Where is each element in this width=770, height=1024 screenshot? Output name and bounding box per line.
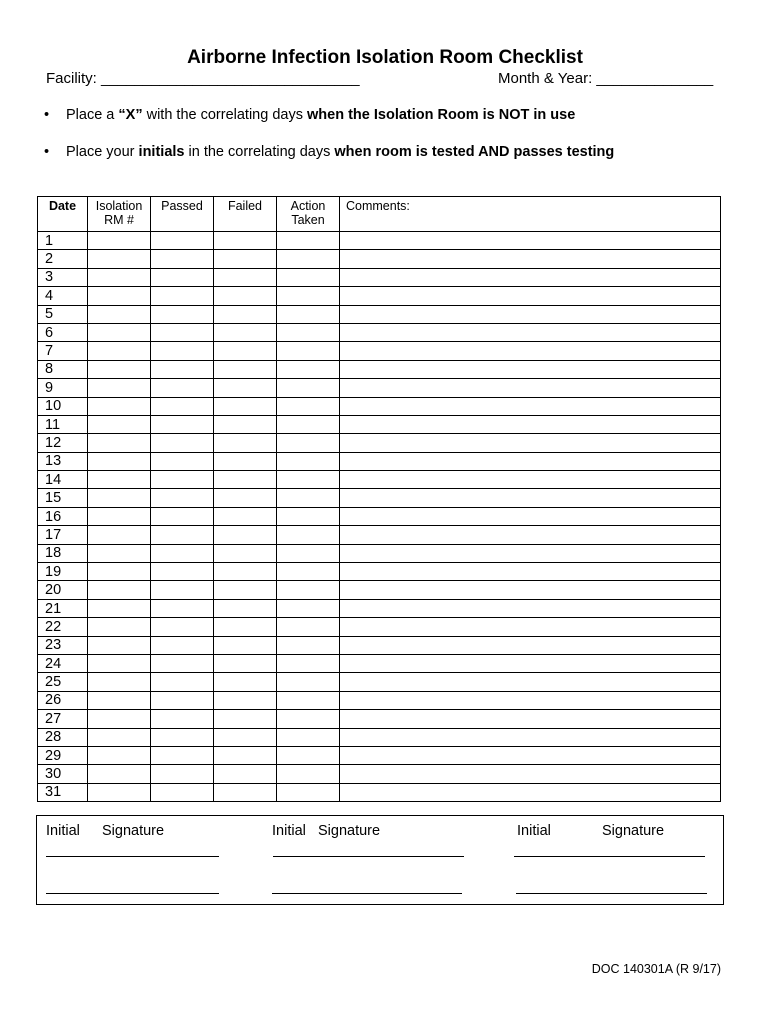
passed-cell[interactable] xyxy=(151,673,214,691)
table-row xyxy=(38,305,721,323)
day-number: 31 xyxy=(38,783,88,801)
table-row xyxy=(38,526,721,544)
comments-cell[interactable] xyxy=(340,563,721,581)
header-date: Date xyxy=(38,197,88,232)
table-row xyxy=(38,360,721,378)
form-title: Airborne Infection Isolation Room Checklist xyxy=(187,47,583,68)
comments-cell[interactable] xyxy=(340,323,721,341)
isolation-rm-cell[interactable] xyxy=(88,323,151,341)
header-passed: Passed xyxy=(151,197,214,232)
comments-cell[interactable] xyxy=(340,452,721,470)
isolation-rm-cell[interactable] xyxy=(88,232,151,250)
header-isolation-line1: Isolation xyxy=(95,199,143,213)
passed-cell[interactable] xyxy=(151,379,214,397)
passed-cell[interactable] xyxy=(151,489,214,507)
isolation-rm-cell[interactable] xyxy=(88,507,151,525)
isolation-rm-cell[interactable] xyxy=(88,471,151,489)
comments-cell[interactable] xyxy=(340,342,721,360)
day-number: 7 xyxy=(38,342,88,360)
action-taken-cell[interactable] xyxy=(277,765,340,783)
table-row xyxy=(38,379,721,397)
passed-cell[interactable] xyxy=(151,268,214,286)
isolation-rm-cell[interactable] xyxy=(88,489,151,507)
failed-cell[interactable] xyxy=(214,434,277,452)
failed-cell[interactable] xyxy=(214,471,277,489)
isolation-rm-cell[interactable] xyxy=(88,618,151,636)
isolation-rm-cell[interactable] xyxy=(88,379,151,397)
failed-cell[interactable] xyxy=(214,360,277,378)
instruction-bold: when room is tested AND passes testing xyxy=(334,144,615,160)
action-taken-cell[interactable] xyxy=(277,710,340,728)
failed-cell[interactable] xyxy=(214,489,277,507)
isolation-rm-cell[interactable] xyxy=(88,746,151,764)
day-number: 25 xyxy=(38,673,88,691)
passed-cell[interactable] xyxy=(151,287,214,305)
comments-cell[interactable] xyxy=(340,415,721,433)
comments-cell[interactable] xyxy=(340,710,721,728)
header-action-line2: Taken xyxy=(291,213,325,227)
isolation-rm-cell[interactable] xyxy=(88,526,151,544)
table-row xyxy=(38,287,721,305)
action-taken-cell[interactable] xyxy=(277,379,340,397)
action-taken-cell[interactable] xyxy=(277,415,340,433)
initial-label-2: Initial xyxy=(272,823,306,839)
passed-cell[interactable] xyxy=(151,710,214,728)
day-number: 17 xyxy=(38,526,88,544)
day-number: 14 xyxy=(38,471,88,489)
passed-cell[interactable] xyxy=(151,434,214,452)
failed-cell[interactable] xyxy=(214,268,277,286)
passed-cell[interactable] xyxy=(151,765,214,783)
failed-cell[interactable] xyxy=(214,710,277,728)
isolation-rm-cell[interactable] xyxy=(88,673,151,691)
comments-cell[interactable] xyxy=(340,507,721,525)
instruction-text: in the correlating days xyxy=(184,144,335,160)
isolation-rm-cell[interactable] xyxy=(88,342,151,360)
passed-cell[interactable] xyxy=(151,323,214,341)
passed-cell[interactable] xyxy=(151,563,214,581)
day-number: 6 xyxy=(38,323,88,341)
signature-label-1: Signature xyxy=(102,823,165,839)
failed-cell[interactable] xyxy=(214,563,277,581)
action-taken-cell[interactable] xyxy=(277,581,340,599)
action-taken-cell[interactable] xyxy=(277,342,340,360)
failed-cell[interactable] xyxy=(214,415,277,433)
table-row xyxy=(38,599,721,617)
table-row xyxy=(38,581,721,599)
day-number: 8 xyxy=(38,360,88,378)
comments-cell[interactable] xyxy=(340,471,721,489)
table-row xyxy=(38,654,721,672)
instruction-bold: “X” xyxy=(118,107,143,123)
failed-cell[interactable] xyxy=(214,379,277,397)
action-taken-cell[interactable] xyxy=(277,397,340,415)
table-row xyxy=(38,434,721,452)
day-number: 22 xyxy=(38,618,88,636)
table-row xyxy=(38,507,721,525)
table-row xyxy=(38,728,721,746)
passed-cell[interactable] xyxy=(151,654,214,672)
table-row xyxy=(38,636,721,654)
signature-line-2b[interactable] xyxy=(272,893,462,894)
action-taken-cell[interactable] xyxy=(277,232,340,250)
day-number: 23 xyxy=(38,636,88,654)
action-taken-cell[interactable] xyxy=(277,636,340,654)
comments-cell[interactable] xyxy=(340,581,721,599)
failed-cell[interactable] xyxy=(214,232,277,250)
failed-cell[interactable] xyxy=(214,305,277,323)
instruction-text: Place your xyxy=(66,144,139,160)
day-number: 4 xyxy=(38,287,88,305)
comments-cell[interactable] xyxy=(340,287,721,305)
action-taken-cell[interactable] xyxy=(277,544,340,562)
day-number: 19 xyxy=(38,563,88,581)
header-comments: Comments: xyxy=(340,197,721,232)
comments-cell[interactable] xyxy=(340,599,721,617)
table-row xyxy=(38,563,721,581)
table-row xyxy=(38,452,721,470)
passed-cell[interactable] xyxy=(151,618,214,636)
signature-label-3: Signature xyxy=(602,823,665,839)
failed-cell[interactable] xyxy=(214,691,277,709)
passed-cell[interactable] xyxy=(151,544,214,562)
day-number: 1 xyxy=(38,232,88,250)
passed-cell[interactable] xyxy=(151,599,214,617)
failed-cell[interactable] xyxy=(214,452,277,470)
action-taken-cell[interactable] xyxy=(277,305,340,323)
table-row xyxy=(38,268,721,286)
passed-cell[interactable] xyxy=(151,507,214,525)
bullet-icon: • xyxy=(44,107,50,123)
month-year-field[interactable] xyxy=(498,70,713,87)
instruction-text: with the correlating days xyxy=(142,107,307,123)
day-number: 28 xyxy=(38,728,88,746)
table-row xyxy=(38,691,721,709)
day-number: 15 xyxy=(38,489,88,507)
isolation-rm-cell[interactable] xyxy=(88,654,151,672)
isolation-rm-cell[interactable] xyxy=(88,397,151,415)
month-year-label: Month & Year: xyxy=(498,70,593,87)
isolation-rm-cell[interactable] xyxy=(88,360,151,378)
signature-line-3a[interactable] xyxy=(514,856,705,857)
action-taken-cell[interactable] xyxy=(277,507,340,525)
passed-cell[interactable] xyxy=(151,783,214,801)
action-taken-cell[interactable] xyxy=(277,268,340,286)
day-number: 29 xyxy=(38,746,88,764)
comments-cell[interactable] xyxy=(340,526,721,544)
action-taken-cell[interactable] xyxy=(277,360,340,378)
passed-cell[interactable] xyxy=(151,342,214,360)
day-number: 11 xyxy=(38,415,88,433)
signature-line-1a[interactable] xyxy=(46,856,219,857)
isolation-rm-cell[interactable] xyxy=(88,434,151,452)
failed-cell[interactable] xyxy=(214,673,277,691)
instruction-1 xyxy=(44,107,575,123)
passed-cell[interactable] xyxy=(151,728,214,746)
table-row xyxy=(38,323,721,341)
isolation-rm-cell[interactable] xyxy=(88,783,151,801)
passed-cell[interactable] xyxy=(151,250,214,268)
action-taken-cell[interactable] xyxy=(277,728,340,746)
day-number: 12 xyxy=(38,434,88,452)
isolation-rm-cell[interactable] xyxy=(88,636,151,654)
isolation-rm-cell[interactable] xyxy=(88,544,151,562)
action-taken-cell[interactable] xyxy=(277,250,340,268)
passed-cell[interactable] xyxy=(151,360,214,378)
isolation-rm-cell[interactable] xyxy=(88,710,151,728)
passed-cell[interactable] xyxy=(151,452,214,470)
action-taken-cell[interactable] xyxy=(277,783,340,801)
day-number: 3 xyxy=(38,268,88,286)
day-number: 16 xyxy=(38,507,88,525)
failed-cell[interactable] xyxy=(214,783,277,801)
facility-field[interactable] xyxy=(46,70,360,87)
passed-cell[interactable] xyxy=(151,526,214,544)
isolation-rm-cell[interactable] xyxy=(88,691,151,709)
isolation-rm-cell[interactable] xyxy=(88,250,151,268)
isolation-rm-cell[interactable] xyxy=(88,728,151,746)
signature-line-3b[interactable] xyxy=(516,893,707,894)
action-taken-cell[interactable] xyxy=(277,746,340,764)
action-taken-cell[interactable] xyxy=(277,599,340,617)
header-action-taken xyxy=(277,197,340,232)
action-taken-cell[interactable] xyxy=(277,471,340,489)
instruction-bold: initials xyxy=(138,144,185,160)
failed-cell[interactable] xyxy=(214,618,277,636)
checklist-table xyxy=(37,196,721,802)
action-taken-cell[interactable] xyxy=(277,691,340,709)
action-taken-cell[interactable] xyxy=(277,618,340,636)
table-row xyxy=(38,710,721,728)
table-row xyxy=(38,783,721,801)
comments-cell[interactable] xyxy=(340,691,721,709)
header-action-line1: Action xyxy=(290,199,326,213)
comments-cell[interactable] xyxy=(340,765,721,783)
action-taken-cell[interactable] xyxy=(277,323,340,341)
isolation-rm-cell[interactable] xyxy=(88,581,151,599)
day-number: 20 xyxy=(38,581,88,599)
passed-cell[interactable] xyxy=(151,415,214,433)
passed-cell[interactable] xyxy=(151,397,214,415)
instruction-text: Place a xyxy=(66,107,119,123)
passed-cell[interactable] xyxy=(151,691,214,709)
action-taken-cell[interactable] xyxy=(277,489,340,507)
table-row xyxy=(38,765,721,783)
initial-label-1: Initial xyxy=(46,823,80,839)
table-row xyxy=(38,250,721,268)
day-number: 24 xyxy=(38,654,88,672)
header-failed: Failed xyxy=(214,197,277,232)
isolation-rm-cell[interactable] xyxy=(88,287,151,305)
comments-cell[interactable] xyxy=(340,232,721,250)
comments-cell[interactable] xyxy=(340,636,721,654)
comments-cell[interactable] xyxy=(340,654,721,672)
comments-cell[interactable] xyxy=(340,489,721,507)
comments-cell[interactable] xyxy=(340,746,721,764)
failed-cell[interactable] xyxy=(214,323,277,341)
instruction-bold: when the Isolation Room is NOT in use xyxy=(307,107,576,123)
action-taken-cell[interactable] xyxy=(277,673,340,691)
facility-blank[interactable]: _______________________________ xyxy=(101,70,360,87)
comments-cell[interactable] xyxy=(340,783,721,801)
instruction-2 xyxy=(44,144,614,160)
action-taken-cell[interactable] xyxy=(277,287,340,305)
month-year-blank[interactable]: ______________ xyxy=(596,70,714,87)
isolation-rm-cell[interactable] xyxy=(88,415,151,433)
comments-cell[interactable] xyxy=(340,305,721,323)
passed-cell[interactable] xyxy=(151,232,214,250)
table-row xyxy=(38,489,721,507)
table-row xyxy=(38,673,721,691)
signature-label-2: Signature xyxy=(318,823,381,839)
failed-cell[interactable] xyxy=(214,544,277,562)
day-number: 27 xyxy=(38,710,88,728)
failed-cell[interactable] xyxy=(214,581,277,599)
bullet-icon: • xyxy=(44,144,50,160)
comments-cell[interactable] xyxy=(340,618,721,636)
comments-cell[interactable] xyxy=(340,434,721,452)
comments-cell[interactable] xyxy=(340,360,721,378)
comments-cell[interactable] xyxy=(340,397,721,415)
action-taken-cell[interactable] xyxy=(277,434,340,452)
isolation-rm-cell[interactable] xyxy=(88,599,151,617)
header-isolation-line2: RM # xyxy=(104,213,134,227)
passed-cell[interactable] xyxy=(151,471,214,489)
failed-cell[interactable] xyxy=(214,636,277,654)
action-taken-cell[interactable] xyxy=(277,563,340,581)
table-row xyxy=(38,471,721,489)
passed-cell[interactable] xyxy=(151,746,214,764)
table-row xyxy=(38,618,721,636)
table-row xyxy=(38,397,721,415)
comments-cell[interactable] xyxy=(340,544,721,562)
passed-cell[interactable] xyxy=(151,305,214,323)
header-isolation-rm xyxy=(88,197,151,232)
failed-cell[interactable] xyxy=(214,507,277,525)
passed-cell[interactable] xyxy=(151,636,214,654)
comments-cell[interactable] xyxy=(340,673,721,691)
failed-cell[interactable] xyxy=(214,746,277,764)
failed-cell[interactable] xyxy=(214,287,277,305)
day-number: 26 xyxy=(38,691,88,709)
signature-line-2a[interactable] xyxy=(273,856,464,857)
day-number: 30 xyxy=(38,765,88,783)
failed-cell[interactable] xyxy=(214,397,277,415)
day-number: 5 xyxy=(38,305,88,323)
action-taken-cell[interactable] xyxy=(277,452,340,470)
failed-cell[interactable] xyxy=(214,654,277,672)
failed-cell[interactable] xyxy=(214,526,277,544)
comments-cell[interactable] xyxy=(340,250,721,268)
table-row xyxy=(38,544,721,562)
signature-line-1b[interactable] xyxy=(46,893,219,894)
isolation-rm-cell[interactable] xyxy=(88,452,151,470)
table-row xyxy=(38,415,721,433)
failed-cell[interactable] xyxy=(214,765,277,783)
day-number: 21 xyxy=(38,599,88,617)
day-number: 13 xyxy=(38,452,88,470)
table-row xyxy=(38,342,721,360)
table-row xyxy=(38,746,721,764)
isolation-rm-cell[interactable] xyxy=(88,305,151,323)
failed-cell[interactable] xyxy=(214,342,277,360)
day-number: 2 xyxy=(38,250,88,268)
failed-cell[interactable] xyxy=(214,728,277,746)
isolation-rm-cell[interactable] xyxy=(88,765,151,783)
day-number: 10 xyxy=(38,397,88,415)
passed-cell[interactable] xyxy=(151,581,214,599)
document-code: DOC 140301A (R 9/17) xyxy=(591,962,721,976)
action-taken-cell[interactable] xyxy=(277,654,340,672)
comments-cell[interactable] xyxy=(340,728,721,746)
isolation-rm-cell[interactable] xyxy=(88,268,151,286)
action-taken-cell[interactable] xyxy=(277,526,340,544)
table-row xyxy=(38,232,721,250)
initial-label-3: Initial xyxy=(517,823,551,839)
table-header-row xyxy=(38,197,721,232)
isolation-rm-cell[interactable] xyxy=(88,563,151,581)
facility-label: Facility: xyxy=(46,70,97,87)
failed-cell[interactable] xyxy=(214,250,277,268)
failed-cell[interactable] xyxy=(214,599,277,617)
day-number: 18 xyxy=(38,544,88,562)
comments-cell[interactable] xyxy=(340,268,721,286)
comments-cell[interactable] xyxy=(340,379,721,397)
day-number: 9 xyxy=(38,379,88,397)
